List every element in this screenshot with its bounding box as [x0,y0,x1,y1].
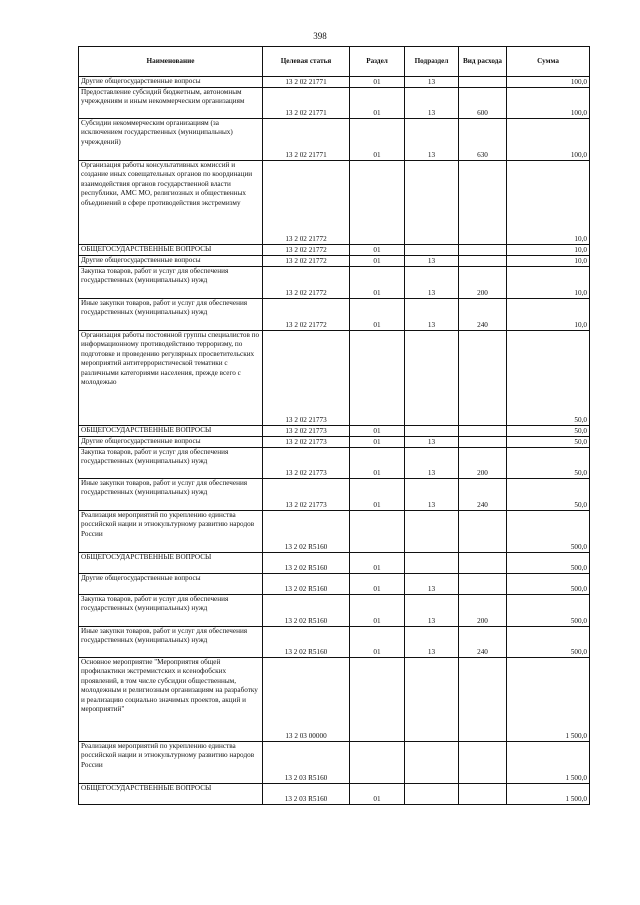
row-name: Закупка товаров, работ и услуг для обеспечения государственных (муниципальных) нужд [79,267,263,299]
row-sum: 50,0 [507,448,590,479]
row-section [350,511,405,553]
row-section: 01 [350,448,405,479]
table-header-row [79,47,590,77]
row-section: 01 [350,88,405,119]
table-row [79,574,590,595]
row-section: 01 [350,299,405,331]
row-subsection: 13 [405,595,459,627]
row-subsection: 13 [405,267,459,299]
row-sum: 50,0 [507,426,590,437]
row-name: Иные закупки товаров, работ и услуг для обеспечения государственных (муниципальных) нужд [79,627,263,658]
row-name: Основное мероприятие "Мероприятия общей профилактики экстремистских и ксенофобских проявлений, в том числе субсидии общественным, молодежным и религиозным организациям на разработку и реализацию социально значимых проектов, акций и мероприятий" [79,658,263,742]
row-section [350,331,405,426]
row-sum: 1 500,0 [507,658,590,742]
table-row [79,448,590,479]
row-sum: 50,0 [507,479,590,511]
row-subsection [405,658,459,742]
row-name: Реализация мероприятий по укреплению единства российской нации и этнокультурному развитию народов России [79,511,263,553]
header-sum: Сумма [507,47,590,77]
table-row [79,479,590,511]
row-name: ОБЩЕГОСУДАРСТВЕННЫЕ ВОПРОСЫ [79,426,263,437]
row-name: Предоставление субсидий бюджетным, автономным учреждениям и иным некоммерческим организациям [79,88,263,119]
row-expense-kind [459,256,507,267]
table-row [79,595,590,627]
table-row [79,331,590,426]
row-name: Иные закупки товаров, работ и услуг для обеспечения государственных (муниципальных) нужд [79,479,263,511]
row-sum: 50,0 [507,331,590,426]
row-section [350,161,405,245]
row-subsection [405,553,459,574]
row-expense-kind: 200 [459,448,507,479]
row-name: Закупка товаров, работ и услуг для обеспечения государственных (муниципальных) нужд [79,595,263,627]
row-sum: 500,0 [507,553,590,574]
row-name: Другие общегосударственные вопросы [79,256,263,267]
row-section: 01 [350,119,405,161]
row-expense-kind: 630 [459,119,507,161]
table-row [79,245,590,256]
row-expense-kind [459,77,507,88]
row-expense-kind [459,161,507,245]
row-target-article: 13 2 03 00000 [263,658,350,742]
table-row [79,299,590,331]
row-sum: 500,0 [507,574,590,595]
row-section: 01 [350,256,405,267]
row-target-article: 13 2 02 21772 [263,161,350,245]
row-section: 01 [350,553,405,574]
row-expense-kind [459,331,507,426]
row-subsection: 13 [405,627,459,658]
row-subsection: 13 [405,119,459,161]
row-target-article: 13 2 02 21771 [263,77,350,88]
row-name: Другие общегосударственные вопросы [79,574,263,595]
row-subsection: 13 [405,88,459,119]
table-row [79,119,590,161]
header-subsection: Подраздел [405,47,459,77]
row-expense-kind: 600 [459,88,507,119]
row-target-article: 13 2 03 R5160 [263,784,350,805]
row-subsection: 13 [405,77,459,88]
row-target-article: 13 2 02 R5160 [263,574,350,595]
row-section: 01 [350,426,405,437]
row-target-article: 13 2 02 R5160 [263,627,350,658]
row-section: 01 [350,574,405,595]
row-section: 01 [350,437,405,448]
row-expense-kind [459,426,507,437]
row-expense-kind [459,245,507,256]
row-target-article: 13 2 02 21772 [263,267,350,299]
row-expense-kind: 240 [459,479,507,511]
row-target-article: 13 2 02 R5160 [263,511,350,553]
row-sum: 50,0 [507,437,590,448]
row-name: Другие общегосударственные вопросы [79,77,263,88]
row-section [350,742,405,784]
row-section: 01 [350,784,405,805]
row-expense-kind [459,511,507,553]
row-sum: 100,0 [507,119,590,161]
row-section: 01 [350,595,405,627]
row-subsection [405,245,459,256]
row-sum: 10,0 [507,161,590,245]
table-row [79,256,590,267]
row-target-article: 13 2 02 21772 [263,245,350,256]
table-row [79,742,590,784]
row-subsection: 13 [405,448,459,479]
row-name: Закупка товаров, работ и услуг для обеспечения государственных (муниципальных) нужд [79,448,263,479]
table-row [79,627,590,658]
row-name: Иные закупки товаров, работ и услуг для обеспечения государственных (муниципальных) нужд [79,299,263,331]
row-subsection [405,511,459,553]
table-row [79,658,590,742]
row-sum: 10,0 [507,299,590,331]
row-expense-kind [459,784,507,805]
row-name: ОБЩЕГОСУДАРСТВЕННЫЕ ВОПРОСЫ [79,553,263,574]
row-sum: 500,0 [507,595,590,627]
row-sum: 500,0 [507,627,590,658]
row-section: 01 [350,627,405,658]
row-name: ОБЩЕГОСУДАРСТВЕННЫЕ ВОПРОСЫ [79,245,263,256]
row-subsection: 13 [405,437,459,448]
row-expense-kind [459,658,507,742]
row-expense-kind [459,574,507,595]
row-section: 01 [350,479,405,511]
table-row [79,161,590,245]
row-target-article: 13 2 02 21773 [263,331,350,426]
row-target-article: 13 2 02 R5160 [263,595,350,627]
table-row [79,267,590,299]
row-subsection: 13 [405,574,459,595]
row-name: Субсидии некоммерческим организациям (за исключением государственных (муниципальных) учреждений) [79,119,263,161]
row-name: Организация работы постоянной группы специалистов по информационному противодействию терроризму, по подготовке и проведению регулярных просветительских мероприятий антитеррористической тематики с различными категориями населения, прежде всего с молодежью [79,331,263,426]
row-sum: 100,0 [507,77,590,88]
budget-table [78,46,590,805]
row-section: 01 [350,77,405,88]
row-target-article: 13 2 02 21773 [263,448,350,479]
row-subsection [405,742,459,784]
row-subsection [405,784,459,805]
row-subsection: 13 [405,256,459,267]
row-expense-kind [459,437,507,448]
row-name: ОБЩЕГОСУДАРСТВЕННЫЕ ВОПРОСЫ [79,784,263,805]
row-section [350,658,405,742]
table-row [79,88,590,119]
row-target-article: 13 2 02 R5160 [263,553,350,574]
row-section: 01 [350,267,405,299]
row-subsection [405,161,459,245]
row-sum: 100,0 [507,88,590,119]
row-name: Другие общегосударственные вопросы [79,437,263,448]
row-sum: 1 500,0 [507,784,590,805]
row-subsection: 13 [405,299,459,331]
row-sum: 10,0 [507,267,590,299]
row-expense-kind: 240 [459,627,507,658]
row-subsection: 13 [405,479,459,511]
row-expense-kind: 240 [459,299,507,331]
row-section: 01 [350,245,405,256]
row-target-article: 13 2 02 21772 [263,299,350,331]
row-target-article: 13 2 02 21773 [263,479,350,511]
row-expense-kind [459,553,507,574]
row-expense-kind: 200 [459,267,507,299]
row-target-article: 13 2 02 21773 [263,437,350,448]
row-subsection [405,426,459,437]
header-target-article: Целевая статья [263,47,350,77]
table-row [79,426,590,437]
row-name: Организация работы консультативных комиссий и создание иных совещательных органов по координации взаимодействия органов государственной власти республики, АМС МО, религиозных и общественных объединений в сфере противодействия экстремизму [79,161,263,245]
page-number: 398 [313,31,327,41]
row-sum: 1 500,0 [507,742,590,784]
header-name: Наименование [79,47,263,77]
row-name: Реализация мероприятий по укреплению единства российской нации и этнокультурному развитию народов России [79,742,263,784]
table-row [79,77,590,88]
header-expense-kind: Вид расхода [459,47,507,77]
row-target-article: 13 2 02 21771 [263,88,350,119]
row-target-article: 13 2 02 21773 [263,426,350,437]
row-target-article: 13 2 02 21772 [263,256,350,267]
row-subsection [405,331,459,426]
row-target-article: 13 2 03 R5160 [263,742,350,784]
table-row [79,437,590,448]
row-expense-kind [459,742,507,784]
row-sum: 10,0 [507,245,590,256]
row-sum: 500,0 [507,511,590,553]
header-section: Раздел [350,47,405,77]
table-row [79,784,590,805]
table-row [79,553,590,574]
row-sum: 10,0 [507,256,590,267]
row-expense-kind: 200 [459,595,507,627]
row-target-article: 13 2 02 21771 [263,119,350,161]
table-row [79,511,590,553]
